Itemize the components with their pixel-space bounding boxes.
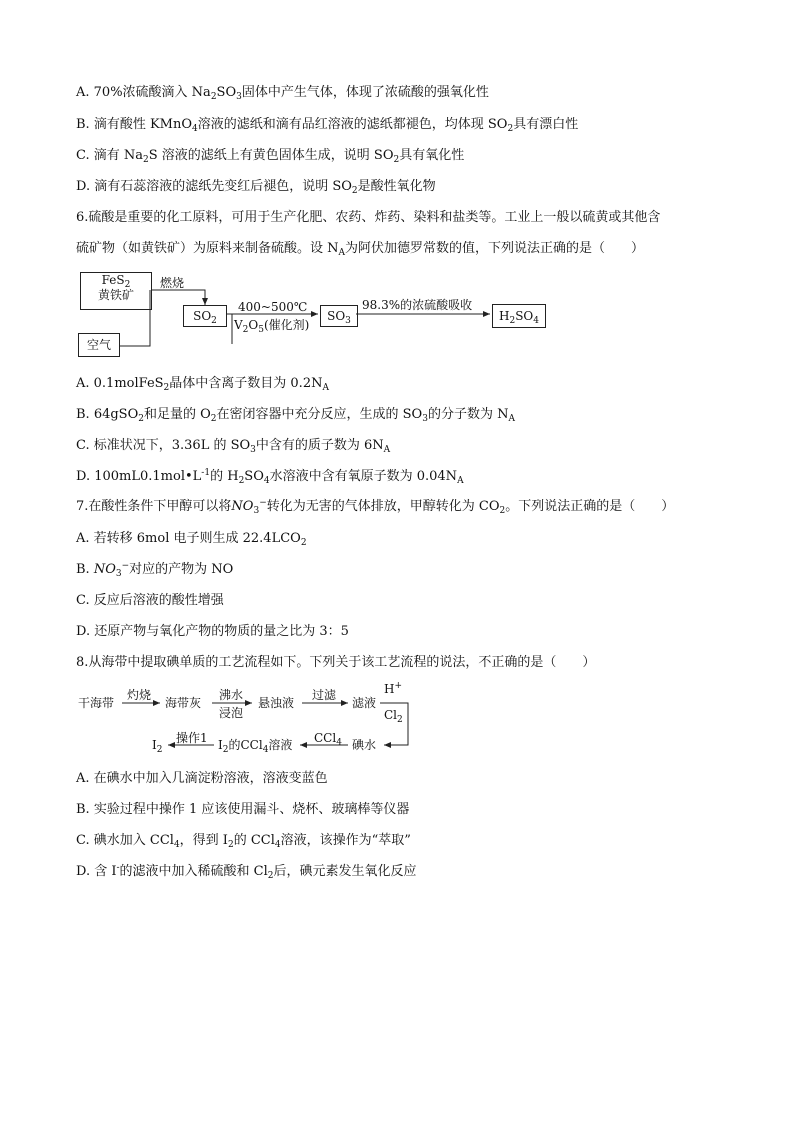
q5-option-a: A. 70%浓硫酸滴入 $Na_2SO_3$固体中产生气体，体现了浓硫酸的强氧化性	[76, 85, 489, 102]
q6-stem-line2: 硫矿物（如黄铁矿）为原料来制备硫酸。设 $N_A$为阿伏加德罗常数的值，下列说法正确的是（ ）	[76, 241, 645, 258]
so2-box: $SO_2$	[183, 305, 227, 327]
q6-option-c: C. 标准状况下，3.36L 的 $SO_3$中含有的质子数为 $6N_A$	[76, 438, 391, 455]
q6-option-a: A. 0.1molFeS$_2$晶体中含离子数目为 $0.2N_A$	[76, 376, 329, 393]
q6-option-b: B. 64gSO$_2$和足量的 $O_2$在密闭容器中充分反应，生成的 $SO_3$的分子数为 $N_A$	[76, 407, 515, 424]
temperature-label: 400~500℃	[238, 300, 308, 314]
q6-stem-line1: 6.硫酸是重要的化工原料，可用于生产化肥、农药、炸药、染料和盐类等。工业上一般以硫黄或其他含	[76, 210, 661, 225]
q7-option-a: A. 若转移 6mol 电子则生成 $22.4LCO_2$	[76, 531, 307, 548]
soak-step-label: 浸泡	[219, 706, 244, 720]
kelp-ash-label: 海带灰	[165, 696, 202, 710]
iodine-water-label: 碘水	[352, 738, 377, 752]
q8-option-a: A. 在碘水中加入几滴淀粉溶液，溶液变蓝色	[76, 771, 328, 786]
i2-product-label: $I_2$	[152, 738, 163, 755]
q7-option-d: D. 还原产物与氧化产物的物质的量之比为 3：5	[76, 624, 349, 639]
q6-option-d: D. $100mL0.1mol•L^{-1}$的 $H_2SO_4$水溶液中含有氧原子数为 $0.04N_A$	[76, 468, 464, 486]
q7-option-b: B. $NO_3^-$对应的产物为 NO	[76, 561, 234, 579]
burn-label: 燃烧	[160, 276, 185, 290]
h2so4-box: $H_2SO_4$	[492, 304, 546, 328]
q7-stem: 7.在酸性条件下甲醇可以将$NO_3^-$转化为无害的气体排放，甲醇转化为 $CO_2$。下列说法正确的是（ ）	[76, 498, 675, 516]
filter-step-label: 过滤	[312, 688, 337, 702]
i2-ccl4-solution-label: $I_2$的CCl$_4$溶液	[218, 738, 293, 755]
absorb-label: 98.3%的浓硫酸吸收	[362, 298, 473, 312]
burn-step-label: 灼烧	[127, 688, 152, 702]
suspension-label: 悬浊液	[258, 696, 295, 710]
air-box: 空气	[78, 333, 120, 357]
catalyst-label: $V_2O_5$(催化剂)	[234, 318, 310, 335]
dry-kelp-label: 干海带	[78, 696, 115, 710]
ccl4-step-label: CCl$_4$	[314, 731, 342, 748]
q5-option-d: D. 滴有石蕊溶液的滤纸先变红后褪色，说明 $SO_2$是酸性氧化物	[76, 179, 436, 196]
q8-option-d: D. 含 I-的滤液中加入稀硫酸和 $Cl_2$后，碘元素发生氧化反应	[76, 863, 417, 881]
h-plus-label: H+	[384, 681, 403, 696]
boil-step-label: 沸水	[219, 688, 244, 702]
cl2-label: $Cl_2$	[384, 708, 403, 725]
q5-option-b: B. 滴有酸性 KMnO$_4$溶液的滤纸和滴有品红溶液的滤纸都褪色，均体现 $SO_2$具有漂白性	[76, 117, 579, 134]
filtrate-label: 滤液	[352, 696, 377, 710]
operation-1-label: 操作1	[176, 731, 208, 745]
fes2-box: FeS$_2$ 黄铁矿	[80, 272, 152, 310]
q7-option-c: C. 反应后溶液的酸性增强	[76, 593, 224, 608]
q8-stem: 8.从海带中提取碘单质的工艺流程如下。下列关于该工艺流程的说法，不正确的是（ ）	[76, 655, 596, 670]
q5-option-c: C. 滴有 $Na_2S$ 溶液的滤纸上有黄色固体生成，说明 $SO_2$具有氧化性	[76, 148, 465, 165]
so3-box: $SO_3$	[320, 305, 358, 327]
q8-option-c: C. 碘水加入 CCl$_4$，得到 $I_2$的 CCl$_4$溶液，该操作为“萃取”	[76, 833, 411, 850]
q8-option-b: B. 实验过程中操作 1 应该使用漏斗、烧杯、玻璃棒等仪器	[76, 802, 410, 817]
